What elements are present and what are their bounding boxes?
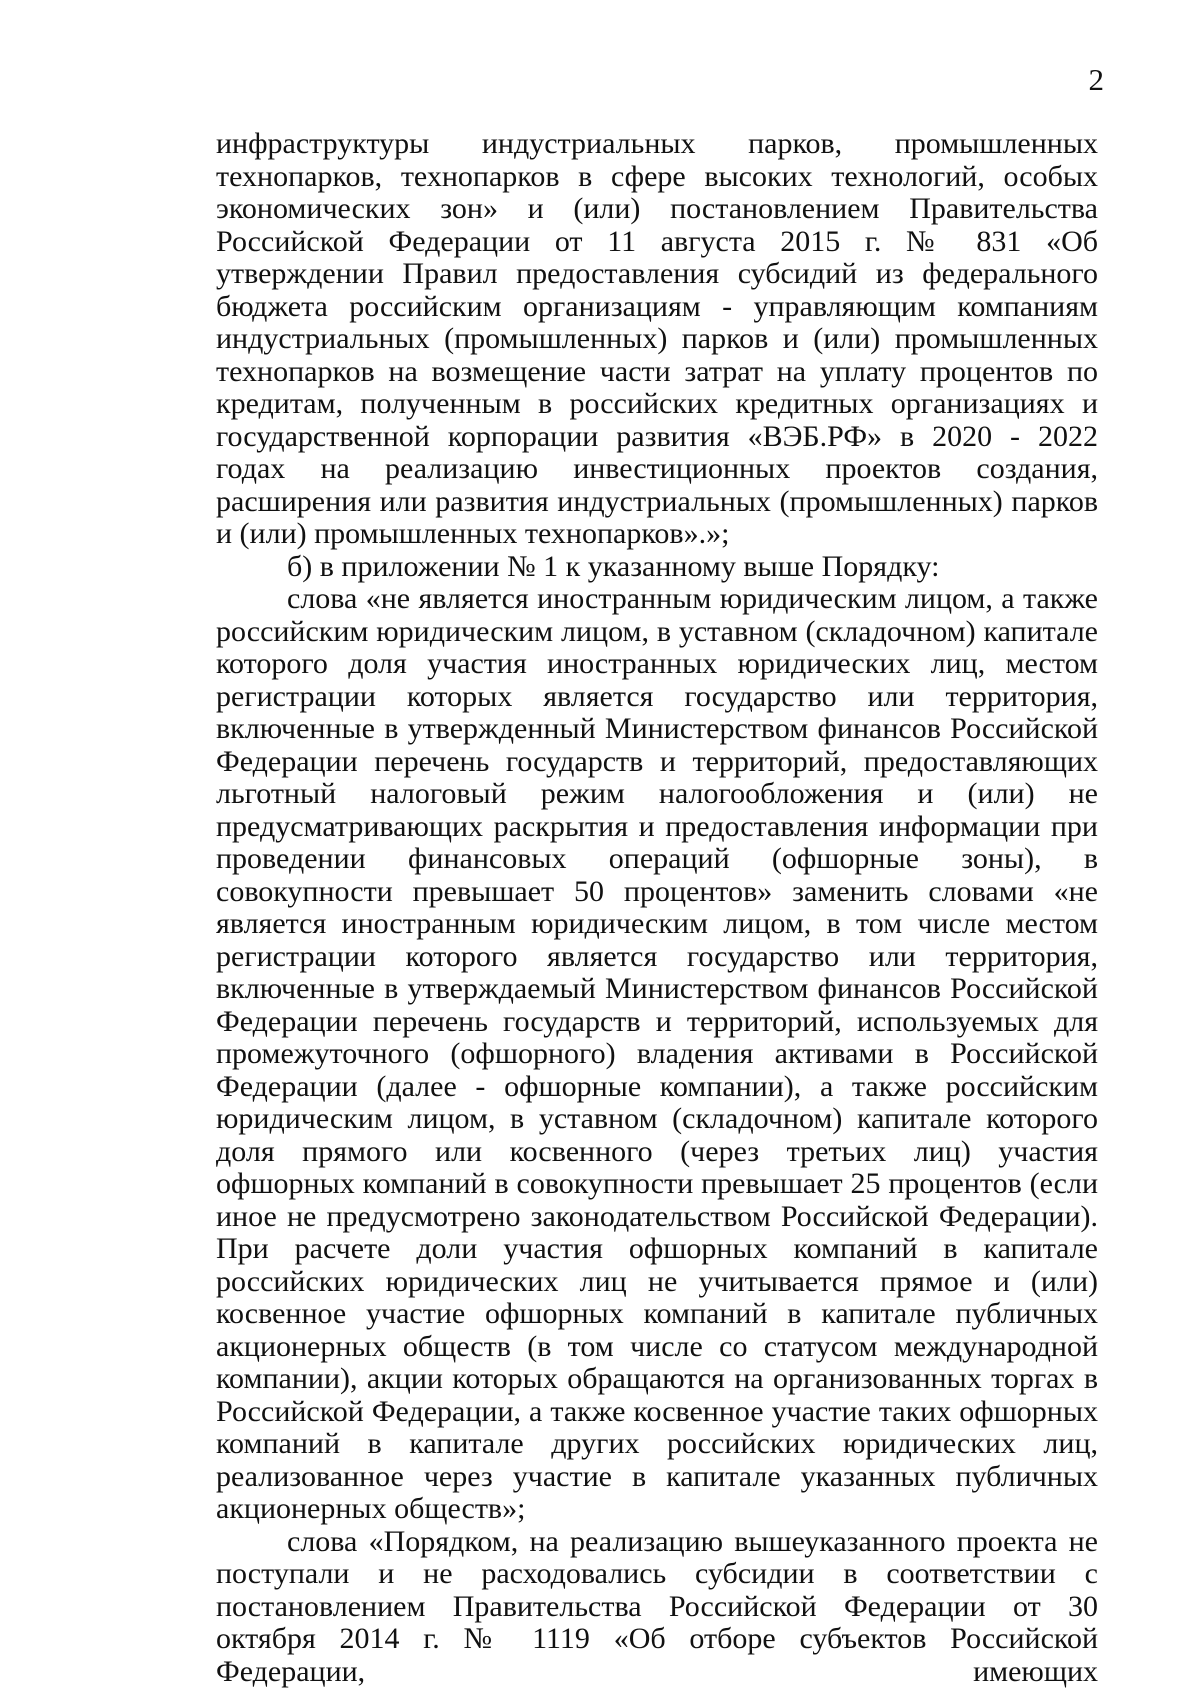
paragraph-item-b: б) в приложении № 1 к указанному выше Порядку: <box>287 549 940 583</box>
paragraph-replacement-words: слова «не является иностранным юридическим лицом, а также российским юридическим лицом, в уставном (складочном) капитале которого доля участия иностранных юридических лиц, местом регистрации которых является государство или территория, включенные в утвержденный Министерством финансов Российской Федерации перечень государств и территорий, предоставляющих льготный налоговый режим налогообложения и (или) не предусматривающих раскрытия и предоставления информации при проведении финансовых операций (офшорные зоны), в совокупности превышает 50 процентов» заменить словами «не является иностранным юридическим лицом, в том числе местом регистрации которого является государство или территория, включенные в утверждаемый Министерством финансов Российской Федерации перечень государств и территорий, используемых для промежуточного (офшорного) владения активами в Российской Федерации (далее - офшорные компании), а также российским юридическим лицом, в уставном (складочном) капитале которого доля прямого или косвенного (через третьих лиц) участия офшорных компаний в совокупности превышает 25 процентов (если иное не предусмотрено законодательством Российской Федерации). При расчете доли участия офшорных компаний в капитале российских юридических лиц не учитывается прямое и (или) косвенное участие офшорных компаний в капитале публичных акционерных обществ (в том числе со статусом международной компании), акции которых обращаются на организованных торгах в Российской Федерации, а также косвенное участие таких офшорных компаний в капитале других российских юридических лиц, реализованное через участие в капитале указанных публичных акционерных обществ»; <box>216 582 1098 1525</box>
page-number: 2 <box>1088 62 1104 97</box>
paragraph-procedure-words: слова «Порядком, на реализацию вышеуказанного проекта не поступали и не расходовались субсидии в соответствии с постановлением Правительства Российской Федерации от 30 октября 2014 г. № 1119 «Об отборе субъектов Российской Федерации, имеющих <box>216 1524 1098 1688</box>
paragraph-continuation: инфраструктуры индустриальных парков, промышленных технопарков, технопарков в сфере высоких технологий, особых экономических зон» и (или) постановлением Правительства Российской Федерации от 11 августа 2015 г. № 831 «Об утверждении Правил предоставления субсидий из федерального бюджета российским организациям - управляющим компаниям индустриальных (промышленных) парков и (или) промышленных технопарков на возмещение части затрат на уплату процентов по кредитам, полученным в российских кредитных организациях и государственной корпорации развития «ВЭБ.РФ» в 2020 - 2022 годах на реализацию инвестиционных проектов создания, расширения или развития индустриальных (промышленных) парков и (или) промышленных технопарков».»; <box>216 127 1098 550</box>
document-body <box>216 128 1098 1688</box>
